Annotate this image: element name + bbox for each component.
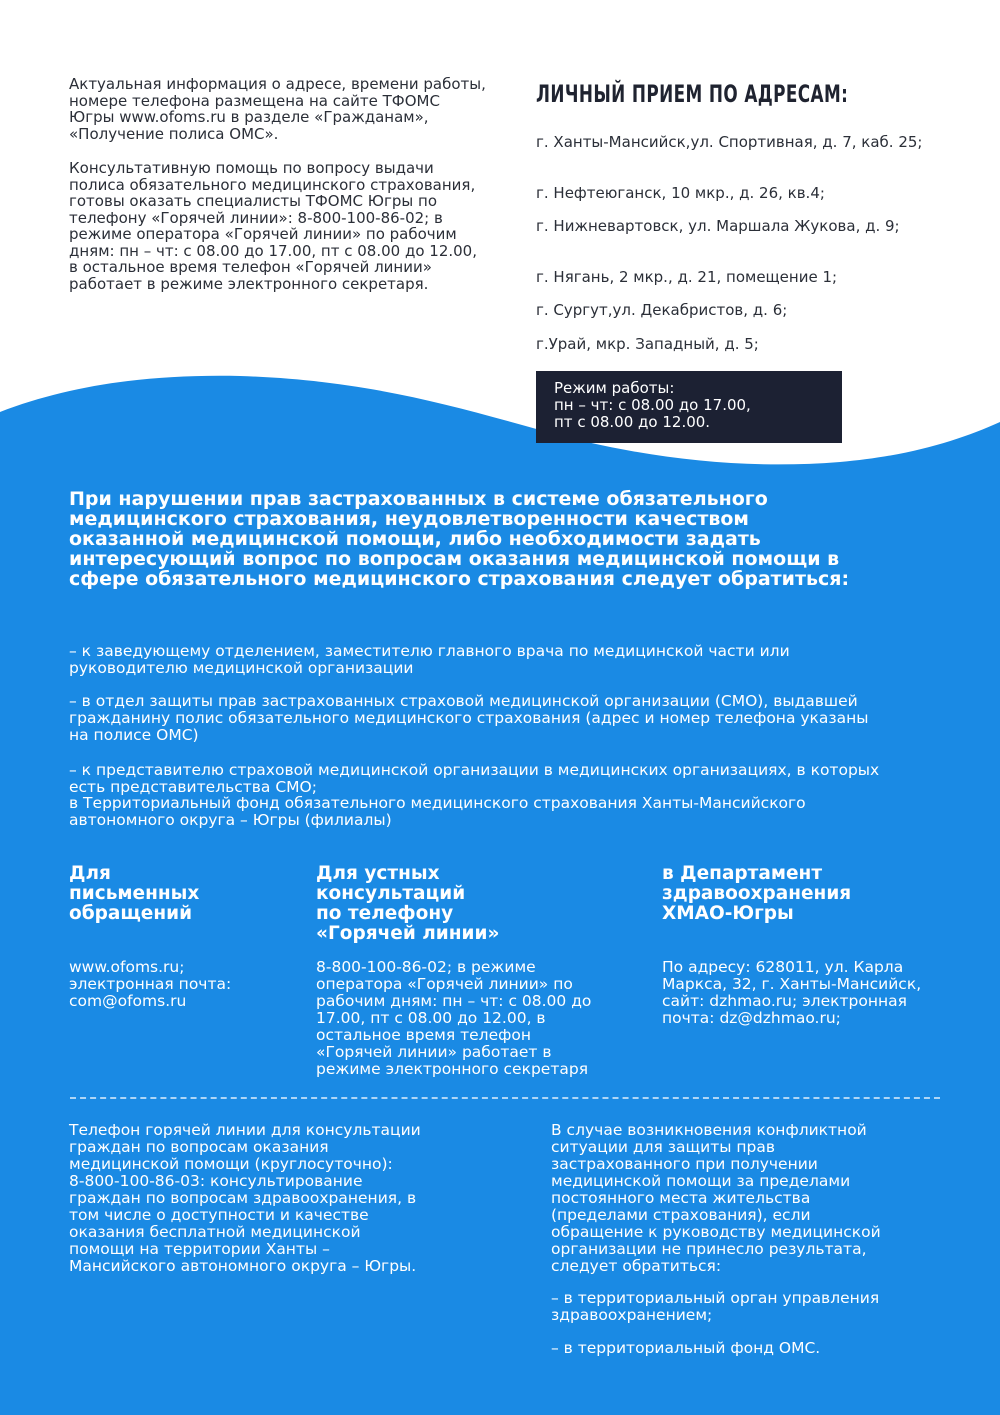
text-line: оказания бесплатной медицинской — [69, 1223, 361, 1241]
text-line: том числе о доступности и качестве — [69, 1206, 369, 1224]
text-line: постоянного места жительства — [551, 1189, 811, 1207]
heading-line: «Горячей линии» — [316, 923, 500, 944]
text-line: 8-800-100-86-03: консультирование — [69, 1172, 363, 1190]
text-line: здравоохранением; — [551, 1306, 713, 1324]
text-line: Телефон горячей линии для консультации — [69, 1121, 421, 1139]
text-line: (пределами страхования), если — [551, 1206, 811, 1224]
column-body-department — [662, 959, 921, 1027]
body-line: оператора «Горячей линии» по — [316, 975, 573, 993]
text-line: граждан по вопросам оказания — [69, 1138, 329, 1156]
body-line: электронная почта: — [69, 975, 232, 993]
hours-line: пт с 08.00 до 12.00. — [554, 413, 711, 431]
address-item: г. Сургут,ул. Декабристов, д. 6; — [536, 301, 788, 319]
hours-line: пн – чт: с 08.00 до 17.00, — [554, 396, 751, 414]
intro-paragraph-2: Консультативную помощь по вопросу выдачи полиса обязательного медицинского страхования, готовы оказать специалисты ТФОМС Югры по телефону «Горячей линии»: 8-800-100-86-02; в режиме оператора «Горячей линии» по рабочим дням: пн – чт: с 08.00 до 17.00, пт с 08.00 до 12.00, в остальное время телефон «Горячей линии» работает в режиме электронного секретаря. — [69, 159, 477, 293]
address-item: г.Урай, мкр. Западный, д. 5; — [536, 335, 759, 353]
heading-line: ХМАО-Югры — [662, 903, 794, 924]
rights-item: – в отдел защиты прав застрахованных страховой медицинской организации (СМО), выдавшей гражданину полис обязательного медицинского страхования (адрес и номер телефона указаны на полисе ОМС) — [69, 692, 869, 744]
column-heading-department — [662, 864, 851, 924]
rights-item: в Территориальный фонд обязательного медицинского страхования Ханты-Мансийского автономного округа – Югры (филиалы) — [69, 794, 806, 829]
text-line: медицинской помощи за пределами — [551, 1172, 851, 1190]
rights-item: – к заведующему отделением, заместителю главного врача по медицинской части или руководителю медицинской организации — [69, 642, 790, 677]
intro-paragraph-1: Актуальная информация о адресе, времени работы, номере телефона размещена на сайте ТФОМС Югры www.ofoms.ru в разделе «Гражданам», «Получение полиса ОМС». — [69, 75, 486, 143]
column-body-written — [69, 959, 231, 1010]
dashed-divider — [70, 1097, 940, 1099]
text-line: ситуации для защиты прав — [551, 1138, 776, 1156]
heading-line: в Департамент — [662, 863, 823, 884]
text-line: медицинской помощи (круглосуточно): — [69, 1155, 393, 1173]
hours-line: Режим работы: — [554, 379, 675, 397]
body-line: www.ofoms.ru; — [69, 958, 185, 976]
text-line: – в территориальный орган управления — [551, 1289, 880, 1307]
body-line: почта: dz@dzhmao.ru; — [662, 1009, 841, 1027]
heading-line: Для устных — [316, 863, 440, 884]
heading-line: письменных — [69, 883, 200, 904]
text-line: обращение к руководству медицинской — [551, 1223, 881, 1241]
body-line: 8-800-100-86-02; в режиме — [316, 958, 536, 976]
body-line: «Горячей линии» работает в — [316, 1043, 552, 1061]
body-line: остальное время телефон — [316, 1026, 531, 1044]
reception-title: ЛИЧНЫЙ ПРИЕМ ПО АДРЕСАМ: — [536, 80, 849, 108]
heading-line: обращений — [69, 903, 193, 924]
rights-item: – к представителю страховой медицинской организации в медицинских организациях, в которых есть представительства СМО; — [69, 761, 880, 796]
heading-line: Для — [69, 863, 111, 884]
address-item: г. Нягань, 2 мкр., д. 21, помещение 1; — [536, 268, 838, 286]
body-line: сайт: dzhmao.ru; электронная — [662, 992, 907, 1010]
working-hours-box — [536, 371, 842, 443]
text-line: застрахованного при получении — [551, 1155, 818, 1173]
column-body-hotline — [316, 959, 591, 1078]
address-item: г. Нижневартовск, ул. Маршала Жукова, д. 9; — [536, 217, 900, 235]
body-line: режиме электронного секретаря — [316, 1060, 589, 1078]
rights-heading: При нарушении прав застрахованных в системе обязательного медицинского страхования, неудовлетворенности качеством оказанной медицинской помощи, либо необходимости задать интересующий вопрос по вопросам оказания медицинской помощи в сфере обязательного медицинского страхования следует обратиться: — [69, 488, 850, 590]
text-line: В случае возникновения конфликтной — [551, 1121, 867, 1139]
conflict-info-block — [551, 1122, 881, 1275]
heading-line: здравоохранения — [662, 883, 852, 904]
body-line: com@ofoms.ru — [69, 992, 187, 1010]
body-line: 17.00, пт с 08.00 до 12.00, в — [316, 1009, 546, 1027]
text-line: организации не принесло результата, — [551, 1240, 867, 1258]
text-line: Мансийского автономного округа – Югры. — [69, 1257, 417, 1275]
address-item: г. Ханты-Мансийск,ул. Спортивная, д. 7, каб. 25; — [536, 133, 923, 151]
heading-line: консультаций — [316, 883, 466, 904]
address-item: г. Нефтеюганск, 10 мкр., д. 26, кв.4; — [536, 184, 825, 202]
text-line: помощи на территории Ханты – — [69, 1240, 330, 1258]
column-heading-hotline — [316, 864, 499, 944]
conflict-item-health-authority — [551, 1290, 879, 1324]
hotline-info-block — [69, 1122, 421, 1275]
body-line: По адресу: 628011, ул. Карла — [662, 958, 904, 976]
conflict-item-oms-fund: – в территориальный фонд ОМС. — [551, 1339, 821, 1357]
column-heading-written — [69, 864, 199, 924]
text-line: граждан по вопросам здравоохранения, в — [69, 1189, 417, 1207]
body-line: Маркса, 32, г. Ханты-Мансийск, — [662, 975, 922, 993]
body-line: рабочим дням: пн – чт: с 08.00 до — [316, 992, 592, 1010]
text-line: следует обратиться: — [551, 1257, 722, 1275]
heading-line: по телефону — [316, 903, 454, 924]
